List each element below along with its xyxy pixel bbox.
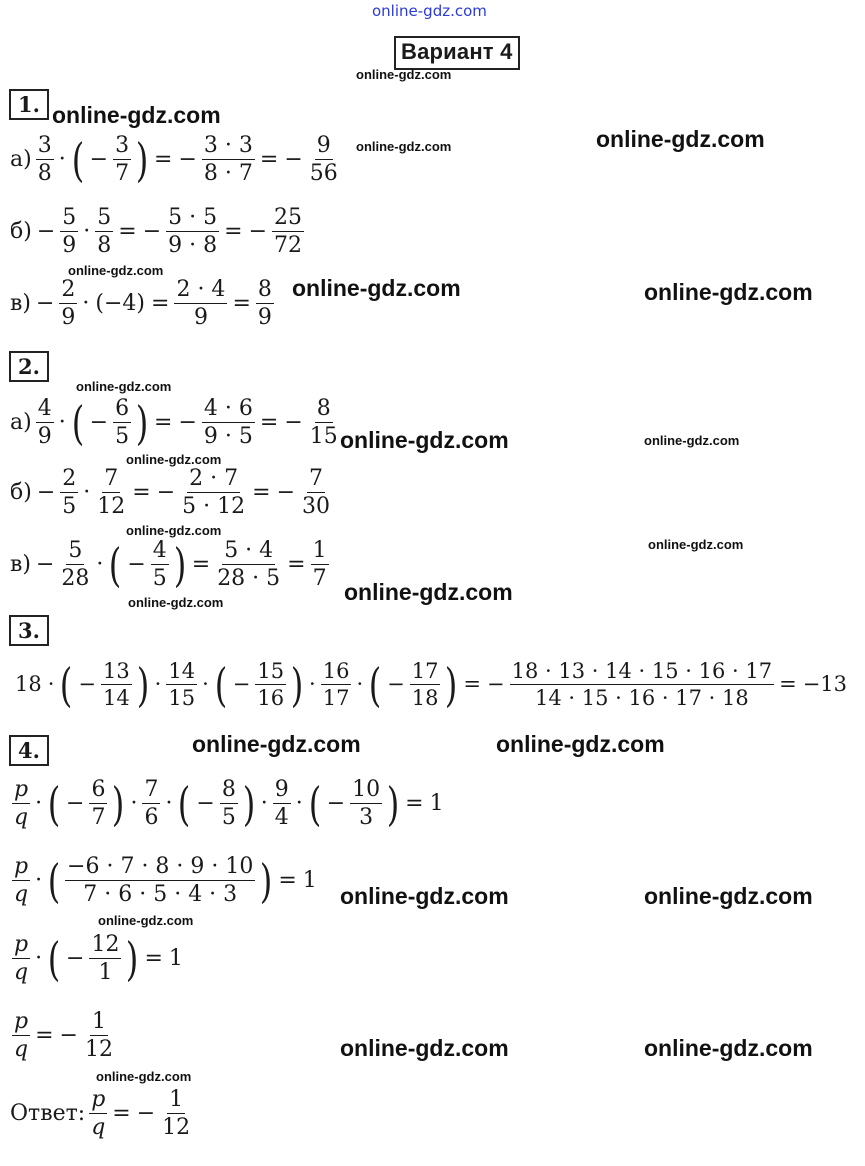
watermark: online-gdz.com bbox=[340, 1035, 509, 1061]
task-4-line-2: $\frac{p}{q}$ · ( $\frac{-6 \cdot 7 \cdot 8 \cdot 9 \cdot 10}{7 \cdot 6 \cdot 5 \cdot 4 \cdot 3}$ ) = 1 bbox=[14, 853, 317, 908]
watermark: online-gdz.com bbox=[68, 263, 164, 278]
watermark: online-gdz.com bbox=[496, 731, 665, 757]
watermark: online-gdz.com bbox=[340, 427, 509, 453]
watermark: online-gdz.com bbox=[644, 883, 813, 909]
watermark: online-gdz.com bbox=[356, 139, 452, 154]
task-1a-equation: а) $\frac{3}{8}$ · ( − $\frac{3}{7}$ ) = − $\frac{3 \cdot 3}{8 \cdot 7}$ = − $\frac{9}{56}$ bbox=[10, 132, 338, 187]
watermark: online-gdz.com bbox=[96, 1069, 192, 1084]
watermark: online-gdz.com bbox=[126, 523, 222, 538]
watermark: online-gdz.com bbox=[128, 595, 224, 610]
task-3-number: 3. bbox=[9, 615, 49, 646]
task-2b-equation: б) − $\frac{2}{5}$ · $\frac{7}{12}$ = − $\frac{2 \cdot 7}{5 \cdot 12}$ = − $\frac{7}{30}$ bbox=[10, 466, 330, 520]
task-2-number: 2. bbox=[9, 351, 49, 382]
watermark: online-gdz.com bbox=[76, 379, 172, 394]
task-4-answer: Ответ: $\frac{p}{q}$ = − $\frac{1}{12}$ bbox=[10, 1087, 191, 1141]
watermark: online-gdz.com bbox=[644, 433, 740, 448]
task-3-equation: 18 · ( − $\frac{13}{14}$ ) · $\frac{14}{15}$ · ( − $\frac{15}{16}$ ) · $\frac{16}{17}$ · ( − $\frac{17}{18}$ ) = − $\frac{18 \cdot 13 \cdot 14 \cdot 15 \cdot 16 \cdot 17}{14 \cdot 15 \cdot 16 \cdot 17 \cdot 18}$ = −13 bbox=[15, 657, 848, 712]
watermark: online-gdz.com bbox=[340, 883, 509, 909]
watermark: online-gdz.com bbox=[644, 279, 813, 305]
watermark: online-gdz.com bbox=[52, 102, 221, 128]
watermark: online-gdz.com bbox=[292, 275, 461, 301]
watermark: online-gdz.com bbox=[644, 1035, 813, 1061]
watermark: online-gdz.com bbox=[356, 67, 452, 82]
task-1b-equation: б) − $\frac{5}{9}$ · $\frac{5}{8}$ = − $\frac{5 \cdot 5}{9 \cdot 8}$ = − $\frac{25}{72}$ bbox=[10, 205, 302, 259]
item-label: а) bbox=[10, 146, 32, 172]
watermark: online-gdz.com bbox=[126, 452, 222, 467]
watermark: online-gdz.com bbox=[192, 731, 361, 757]
task-2a-equation: а) $\frac{4}{9}$ · ( − $\frac{6}{5}$ ) = − $\frac{4 \cdot 6}{9 \cdot 5}$ = − $\frac{8}{15}$ bbox=[10, 395, 338, 450]
variant-title: Вариант 4 bbox=[394, 36, 520, 70]
item-label: в) bbox=[10, 551, 31, 577]
watermark: online-gdz.com bbox=[596, 126, 765, 152]
item-label: б) bbox=[10, 218, 32, 244]
watermark: online-gdz.com bbox=[648, 537, 744, 552]
task-4-number: 4. bbox=[9, 735, 49, 766]
task-2v-equation: в) − $\frac{5}{28}$ · ( − $\frac{4}{5}$ ) = $\frac{5 \cdot 4}{28 \cdot 5}$ = $\frac{1}{7}$ bbox=[10, 537, 327, 592]
watermark: online-gdz.com bbox=[98, 913, 194, 928]
task-4-line-3: $\frac{p}{q}$ · ( − $\frac{12}{1}$ ) = 1 bbox=[14, 931, 183, 986]
item-label: в) bbox=[10, 290, 31, 316]
answer-label: Ответ: bbox=[10, 1100, 86, 1126]
watermark: online-gdz.com bbox=[344, 579, 513, 605]
task-4-line-4: $\frac{p}{q}$ = − $\frac{1}{12}$ bbox=[14, 1009, 113, 1063]
task-1-number: 1. bbox=[9, 89, 49, 120]
top-watermark: online-gdz.com bbox=[372, 2, 487, 20]
task-4-line-1: $\frac{p}{q}$ · ( − $\frac{6}{7}$ ) · $\frac{7}{6}$ · ( − $\frac{8}{5}$ ) · $\frac{9}{4}$ · ( − $\frac{10}{3}$ ) = 1 bbox=[14, 776, 444, 831]
item-label: а) bbox=[10, 409, 32, 435]
task-1v-equation: в) − $\frac{2}{9}$ · (−4) = $\frac{2 \cdot 4}{9}$ = $\frac{8}{9}$ bbox=[10, 277, 272, 331]
item-label: б) bbox=[10, 479, 32, 505]
